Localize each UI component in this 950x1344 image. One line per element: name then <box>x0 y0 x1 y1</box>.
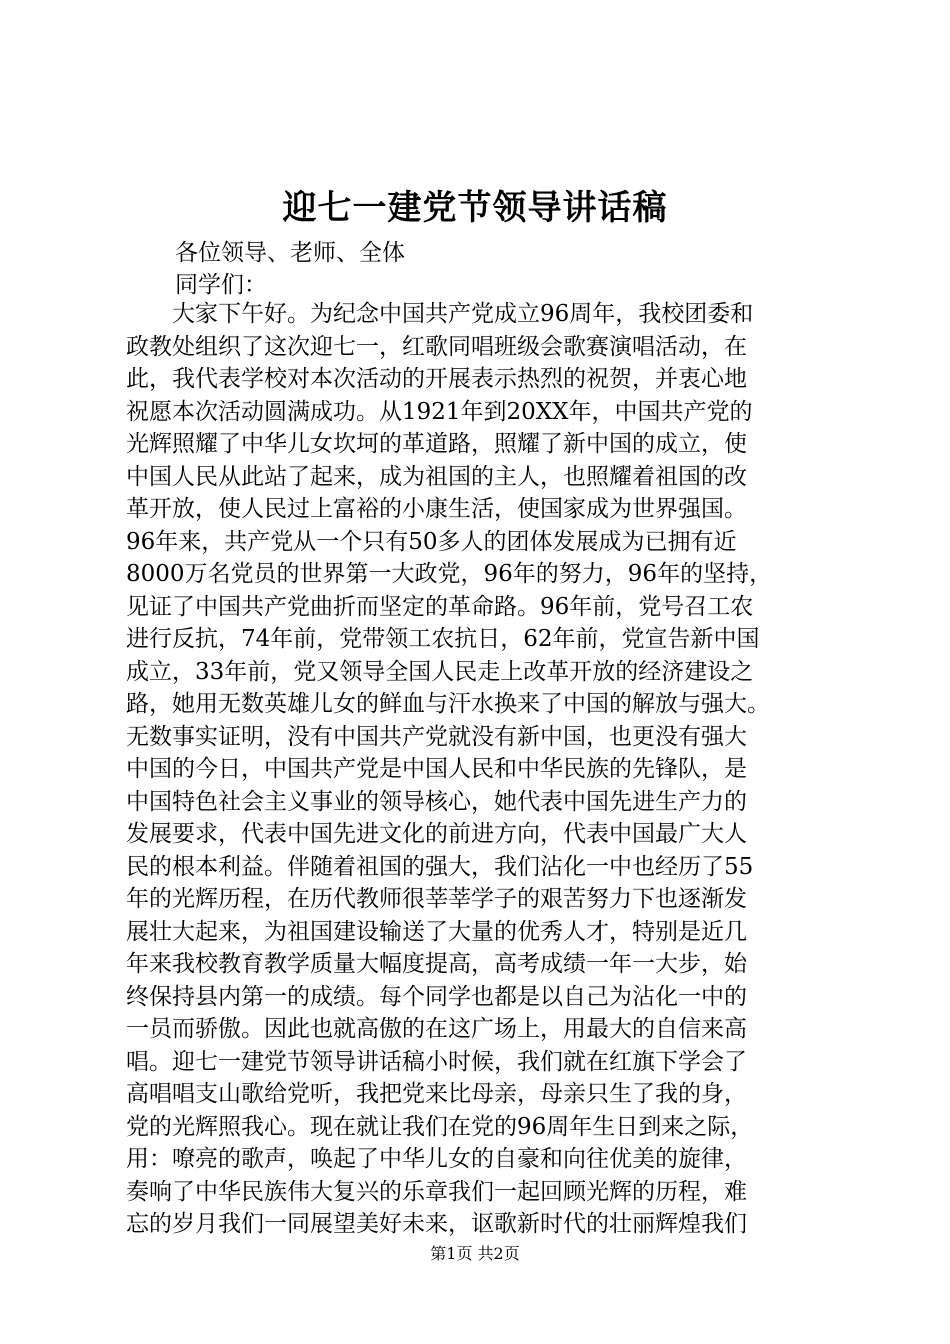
body-line: 中国人民从此站了起来，成为祖国的主人，也照耀着祖国的改 <box>126 463 747 490</box>
body-line: 一员而骄傲。因此也就高傲的在这广场上，用最大的自信来高 <box>126 1016 747 1042</box>
body-line: 中国特色社会主义事业的领导核心，她代表中国先进生产力的 <box>126 788 747 815</box>
body-line: 革开放，使人民过上富裕的小康生活，使国家成为世界强国。 <box>126 496 747 522</box>
body-line: 民的根本利益。伴随着祖国的强大，我们沾化一中也经历了55 <box>126 853 754 880</box>
body-line: 大家下午好。为纪念中国共产党成立96周年，我校团委和 <box>126 301 754 327</box>
body-line: 见证了中国共产党曲折而坚定的革命路。96年前，党号召工农 <box>126 593 754 620</box>
body-line: 忘的岁月我们一同展望美好未来，讴歌新时代的壮丽辉煌我们 <box>126 1211 747 1237</box>
body-line: 展壮大起来，为祖国建设输送了大量的优秀人才，特别是近几 <box>126 918 747 945</box>
body-line: 高唱唱支山歌给党听，我把党来比母亲，母亲只生了我的身， <box>126 1081 747 1107</box>
body-line: 党的光辉照我心。现在就让我们在党的96周年生日到来之际， <box>126 1113 754 1140</box>
body-line: 用：嘹亮的歌声，唤起了中华儿女的自豪和向往优美的旋律， <box>126 1146 747 1172</box>
body-line: 此，我代表学校对本次活动的开展表示热烈的祝贺，并衷心地 <box>126 366 747 392</box>
body-line: 奏响了中华民族伟大复兴的乐章我们一起回顾光辉的历程，难 <box>126 1178 747 1205</box>
body-line: 祝愿本次活动圆满成功。从1921年到20XX年，中国共产党的 <box>126 398 753 425</box>
body-line: 路，她用无数英雄儿女的鲜血与汗水换来了中国的解放与强大。 <box>126 691 770 717</box>
body-line: 96年来，共产党从一个只有50多人的团体发展成为已拥有近 <box>126 528 737 555</box>
body-line: 唱。迎七一建党节领导讲话稿小时候，我们就在红旗下学会了 <box>126 1048 747 1075</box>
body-line: 进行反抗，74年前，党带领工农抗日，62年前，党宣告新中国 <box>126 626 760 652</box>
body-line: 中国的今日，中国共产党是中国人民和中华民族的先锋队，是 <box>126 756 747 782</box>
page-footer: 第1页 共2页 <box>430 1244 520 1263</box>
body-line: 8000万名党员的世界第一大政党，96年的努力，96年的坚持， <box>126 561 773 587</box>
speech-body <box>126 298 846 1241</box>
body-line: 年来我校教育教学质量大幅度提高，高考成绩一年一大步，始 <box>126 951 747 977</box>
body-line: 成立，33年前，党又领导全国人民走上改革开放的经济建设之 <box>126 658 754 685</box>
body-line: 光辉照耀了中华儿女坎坷的革道路，照耀了新中国的成立，使 <box>126 431 747 457</box>
body-line: 终保持县内第一的成绩。每个同学也都是以自己为沾化一中的 <box>126 983 747 1010</box>
greeting-line-2: 同学们： <box>175 272 267 298</box>
body-line: 年的光辉历程，在历代教师很莘莘学子的艰苦努力下也逐渐发 <box>126 886 747 912</box>
body-line: 政教处组织了这次迎七一，红歌同唱班级会歌赛演唱活动，在 <box>126 333 747 360</box>
greeting-line-1: 各位领导、老师、全体 <box>175 240 405 266</box>
body-line: 发展要求，代表中国先进文化的前进方向，代表中国最广大人 <box>126 821 747 847</box>
document-title: 迎七一建党节领导讲话稿 <box>282 188 668 228</box>
body-line: 无数事实证明，没有中国共产党就没有新中国，也更没有强大 <box>126 723 747 750</box>
